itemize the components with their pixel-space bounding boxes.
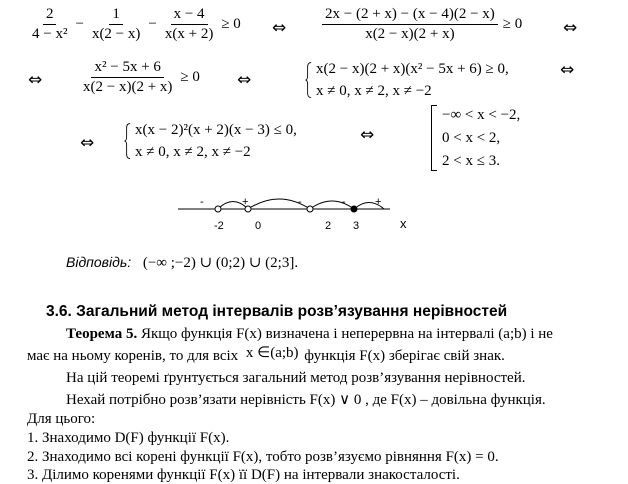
equivalence-symbol: ⇔ bbox=[560, 60, 575, 80]
list-item: 1. Знаходимо D(F) функції F(x). bbox=[27, 430, 230, 446]
fraction: $\frac{\text{x² − 5x + 6}}{x(2 - x)(2 + x)}$ bbox=[83, 59, 173, 95]
sign-label: - bbox=[200, 196, 204, 208]
equivalence-symbol: ⇔ bbox=[237, 70, 252, 90]
sign-label: - bbox=[298, 196, 302, 208]
theorem-line-1 bbox=[66, 326, 553, 343]
square-bracket bbox=[431, 105, 437, 171]
interval-line: −∞ < x < −2, bbox=[442, 107, 521, 123]
equivalence-symbol: ⇔ bbox=[80, 133, 95, 153]
sign-label: + bbox=[375, 196, 382, 208]
fraction: $\frac{2}{\text{4 − x²}}$ bbox=[32, 6, 68, 42]
system-line: x(2 − x)(2 + x)(x² − 5x + 6) ≥ 0, bbox=[316, 61, 509, 77]
theorem-text: Якщо функція F(x) визначена і неперервна на інтервалі (a;b) і не bbox=[140, 326, 553, 342]
system-of-inequalities bbox=[305, 59, 509, 101]
system-line: x(x − 2)²(x + 2)(x − 3) ≤ 0, bbox=[135, 122, 297, 138]
equivalence-symbol: ⇔ bbox=[360, 125, 375, 145]
list-intro: Для цього: bbox=[27, 411, 96, 427]
tick-label: 3 bbox=[353, 220, 360, 232]
axis-label: x bbox=[400, 216, 407, 231]
tick-label: 2 bbox=[325, 220, 332, 232]
system-of-inequalities bbox=[124, 120, 297, 162]
fraction: $\frac{1}{x(2 - x)}$ bbox=[91, 6, 141, 42]
list-item: 3. Ділимо коренями функції F(x) її D(F) на інтервали знакосталості. bbox=[27, 467, 460, 483]
answer-line bbox=[66, 253, 298, 272]
paragraph: На цій теоремі ґрунтується загальний метод розв’язування нерівностей. bbox=[66, 370, 526, 386]
fraction: $\frac{2x - (2 + x) - (x - 4)(2 - x)}{x(2 - x)(2 + x)}$ bbox=[322, 6, 498, 42]
interval-line: 0 < x < 2, bbox=[442, 129, 501, 146]
tick-label: -2 bbox=[214, 220, 224, 232]
equation-row-1-left: $\frac{2}{\text{4 − x²}}$ − $\frac{1}{x(2 - x)}$ − $\frac{x - 4}{x(x + 2)}$ ≥ 0 bbox=[27, 6, 244, 42]
sign-chart-number-line bbox=[170, 192, 420, 240]
system-line: x ≠ 0, x ≠ 2, x ≠ −2 bbox=[135, 143, 251, 160]
section-title: 3.6. Загальний метод інтервалів розв’язування нерівностей bbox=[46, 303, 508, 320]
theorem-label: Теорема 5. bbox=[66, 326, 138, 342]
equation-row-2-fraction: $\frac{\text{x² − 5x + 6}}{x(2 - x)(2 + x)}$ ≥ 0 bbox=[78, 59, 203, 95]
brace-icon bbox=[305, 59, 312, 101]
fraction: $\frac{x - 4}{x(x + 2)}$ bbox=[164, 6, 214, 42]
equivalence-symbol: ⇔ bbox=[272, 18, 287, 38]
equivalence-symbol: ⇔ bbox=[563, 18, 578, 38]
system-line: x ≠ 0, x ≠ 2, x ≠ −2 bbox=[316, 82, 432, 99]
tick-label: 0 bbox=[255, 220, 262, 232]
brace-icon bbox=[124, 120, 131, 162]
sign-label: + bbox=[242, 196, 249, 208]
theorem-line-2: має на ньому коренів, то для всіх x ∈(a;b) функція F(x) зберігає свій знак. bbox=[27, 345, 505, 364]
interval-line: 2 < x ≤ 3. bbox=[442, 152, 500, 169]
equation-row-1-right: $\frac{2x - (2 + x) - (x - 4)(2 - x)}{x(2 - x)(2 + x)}$ ≥ 0 bbox=[320, 6, 525, 42]
union-of-intervals bbox=[431, 105, 520, 171]
answer-label: Відповідь: bbox=[66, 254, 132, 270]
list-item: 2. Знаходимо всі корені функції F(x), тобто розв’язуємо рівняння F(x) = 0. bbox=[27, 449, 499, 465]
paragraph: Нехай потрібно розв’язати нерівність F(x) ∨ 0 , де F(x) – довільна функція. bbox=[66, 392, 546, 408]
answer-value: (−∞ ;−2) ∪ (0;2) ∪ (2;3]. bbox=[142, 255, 299, 271]
sign-label: - bbox=[342, 196, 346, 208]
equivalence-symbol: ⇔ bbox=[28, 70, 43, 90]
